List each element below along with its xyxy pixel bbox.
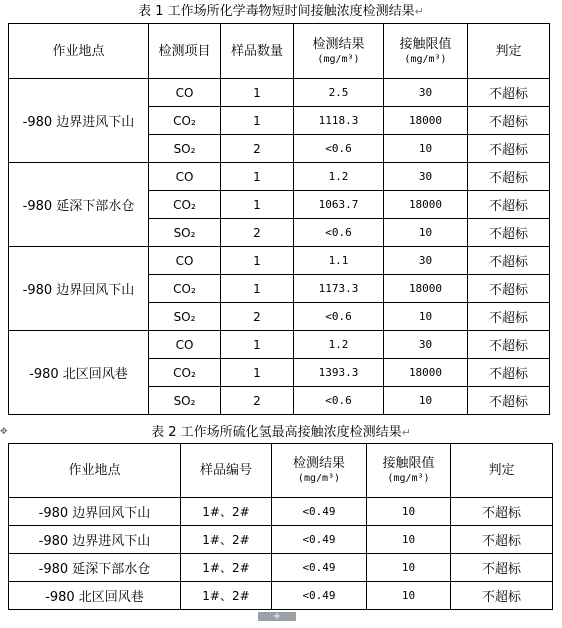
location-cell: -980 边界回风下山: [9, 498, 181, 526]
location-cell: -980 延深下部水仓: [9, 554, 181, 582]
sample-no-cell: 1#、2#: [181, 554, 272, 582]
header-location: 作业地点: [9, 24, 149, 79]
limit-cell: 18000: [384, 107, 468, 135]
item-cell: CO₂: [149, 275, 221, 303]
result-cell: <0.6: [294, 219, 384, 247]
limit-cell: 10: [367, 582, 451, 610]
table1: [8, 23, 550, 415]
limit-cell: 10: [384, 135, 468, 163]
paragraph-mark-icon: ↵: [414, 5, 424, 18]
result-cell: 1063.7: [294, 191, 384, 219]
header-result-cell: [272, 444, 367, 498]
item-cell: CO: [149, 247, 221, 275]
item-cell: SO₂: [149, 219, 221, 247]
judge-cell: 不超标: [451, 526, 553, 554]
count-cell: 1: [221, 331, 294, 359]
table-row: [9, 163, 550, 191]
limit-cell: 10: [367, 554, 451, 582]
header-result: 检测结果: [312, 36, 365, 52]
judge-cell: 不超标: [468, 331, 550, 359]
judge-cell: 不超标: [468, 219, 550, 247]
limit-cell: 30: [384, 247, 468, 275]
count-cell: 1: [221, 107, 294, 135]
judge-cell: 不超标: [468, 359, 550, 387]
item-cell: CO₂: [149, 107, 221, 135]
result-cell: 1393.3: [294, 359, 384, 387]
table2-caption: [0, 425, 562, 441]
header-item: 检测项目: [149, 24, 221, 79]
table1-header-row: [9, 24, 550, 79]
table-move-handle-icon[interactable]: ✥: [0, 427, 8, 437]
count-cell: 2: [221, 303, 294, 331]
header-limit-cell: [367, 444, 451, 498]
judge-cell: 不超标: [451, 582, 553, 610]
limit-cell: 18000: [384, 359, 468, 387]
judge-cell: 不超标: [468, 163, 550, 191]
limit-cell: 18000: [384, 275, 468, 303]
table-resize-handle-icon[interactable]: +: [258, 612, 296, 621]
sample-no-cell: 1#、2#: [181, 582, 272, 610]
result-cell: <0.49: [272, 582, 367, 610]
judge-cell: 不超标: [451, 554, 553, 582]
result-cell: <0.49: [272, 498, 367, 526]
table-row: [9, 498, 553, 526]
item-cell: CO₂: [149, 191, 221, 219]
result-cell: <0.49: [272, 526, 367, 554]
judge-cell: 不超标: [468, 387, 550, 415]
judge-cell: 不超标: [468, 303, 550, 331]
sample-no-cell: 1#、2#: [181, 498, 272, 526]
limit-cell: 10: [367, 498, 451, 526]
table-row: [9, 526, 553, 554]
location-cell: -980 边界回风下山: [9, 247, 149, 331]
header-limit-unit: (mg/m³): [387, 473, 430, 484]
table-row: [9, 79, 550, 107]
judge-cell: 不超标: [468, 107, 550, 135]
count-cell: 1: [221, 247, 294, 275]
header-result-unit: (mg/m³): [317, 53, 360, 65]
count-cell: 1: [221, 191, 294, 219]
header-limit-cell: [384, 24, 468, 79]
limit-cell: 30: [384, 79, 468, 107]
item-cell: CO: [149, 79, 221, 107]
header-limit: 接触限值: [399, 36, 452, 52]
table-row: [9, 554, 553, 582]
result-cell: <0.6: [294, 303, 384, 331]
header-limit-unit: (mg/m³): [404, 53, 447, 65]
limit-cell: 10: [384, 303, 468, 331]
location-cell: -980 北区回风巷: [9, 331, 149, 415]
item-cell: SO₂: [149, 303, 221, 331]
judge-cell: 不超标: [468, 191, 550, 219]
table-row: [9, 582, 553, 610]
header-limit: 接触限值: [382, 456, 435, 471]
header-sample-no: 样品编号: [181, 444, 272, 498]
limit-cell: 10: [384, 219, 468, 247]
result-cell: 1118.3: [294, 107, 384, 135]
header-judge: 判定: [468, 24, 550, 79]
judge-cell: 不超标: [468, 247, 550, 275]
count-cell: 1: [221, 163, 294, 191]
table-row: [9, 331, 550, 359]
limit-cell: 18000: [384, 191, 468, 219]
paragraph-mark-icon: ↵: [401, 426, 411, 439]
count-cell: 2: [221, 135, 294, 163]
location-cell: -980 边界进风下山: [9, 79, 149, 163]
result-cell: 1.2: [294, 331, 384, 359]
result-cell: 1.1: [294, 247, 384, 275]
count-cell: 1: [221, 359, 294, 387]
table-row: [9, 247, 550, 275]
header-result-cell: [294, 24, 384, 79]
item-cell: CO: [149, 331, 221, 359]
count-cell: 1: [221, 79, 294, 107]
table2-title: 表 2 工作场所硫化氢最高接触浓度检测结果: [151, 425, 402, 440]
header-result-unit: (mg/m³): [297, 473, 341, 484]
result-cell: 1173.3: [294, 275, 384, 303]
location-cell: -980 北区回风巷: [9, 582, 181, 610]
result-cell: 2.5: [294, 79, 384, 107]
result-cell: <0.6: [294, 387, 384, 415]
limit-cell: 30: [384, 163, 468, 191]
table2: [8, 443, 553, 610]
limit-cell: 10: [367, 526, 451, 554]
header-result: 检测结果: [292, 456, 345, 471]
table1-title: 表 1 工作场所化学毒物短时间接触浓度检测结果: [138, 4, 415, 19]
result-cell: 1.2: [294, 163, 384, 191]
item-cell: SO₂: [149, 387, 221, 415]
item-cell: SO₂: [149, 135, 221, 163]
count-cell: 2: [221, 219, 294, 247]
header-count: 样品数量: [221, 24, 294, 79]
result-cell: <0.49: [272, 554, 367, 582]
item-cell: CO: [149, 163, 221, 191]
judge-cell: 不超标: [468, 79, 550, 107]
count-cell: 1: [221, 275, 294, 303]
table1-caption: [0, 4, 562, 20]
header-location: 作业地点: [9, 444, 181, 498]
count-cell: 2: [221, 387, 294, 415]
judge-cell: 不超标: [468, 135, 550, 163]
judge-cell: 不超标: [451, 498, 553, 526]
location-cell: -980 延深下部水仓: [9, 163, 149, 247]
header-judge: 判定: [451, 444, 553, 498]
sample-no-cell: 1#、2#: [181, 526, 272, 554]
limit-cell: 30: [384, 331, 468, 359]
table2-header-row: [9, 444, 553, 498]
limit-cell: 10: [384, 387, 468, 415]
judge-cell: 不超标: [468, 275, 550, 303]
item-cell: CO₂: [149, 359, 221, 387]
result-cell: <0.6: [294, 135, 384, 163]
location-cell: -980 边界进风下山: [9, 526, 181, 554]
